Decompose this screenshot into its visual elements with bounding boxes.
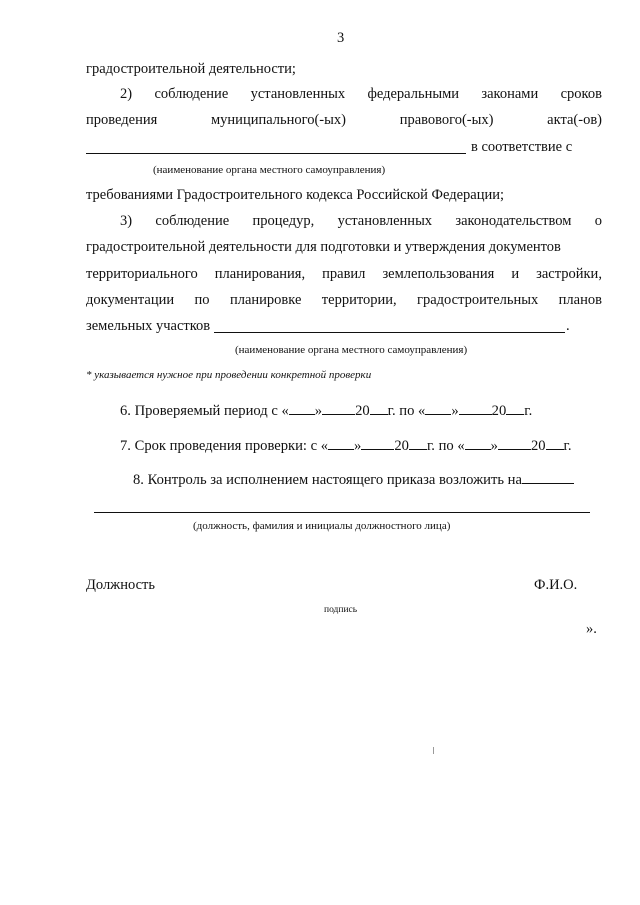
item3-word: о xyxy=(594,213,602,229)
text-fragment: 20 xyxy=(530,438,546,454)
item3-number: 3) xyxy=(120,213,133,229)
item2-line1 xyxy=(120,86,602,103)
text-fragment: г. xyxy=(563,438,572,454)
text-fragment: г. по « xyxy=(426,438,465,454)
item2-word: установленных xyxy=(250,86,346,102)
text-fragment: 7. Срок проведения проверки: с « xyxy=(120,438,329,454)
paragraph-line: градостроительной деятельности; xyxy=(86,61,296,77)
item2-word: правового(-ых) xyxy=(399,112,494,128)
item3-word: соблюдение xyxy=(155,213,230,229)
item3-word: планирования, xyxy=(214,266,306,282)
item7-line xyxy=(120,436,572,455)
caption: (наименование органа местного самоуправления) xyxy=(153,164,386,176)
item3-word: законодательством xyxy=(455,213,572,229)
blank-field xyxy=(498,436,531,450)
line-end-period: . xyxy=(566,318,570,334)
item2-word: соблюдение xyxy=(154,86,229,102)
text-fragment: г. по « xyxy=(387,403,426,419)
paragraph-line: земельных участков xyxy=(86,318,211,334)
item3-word: по xyxy=(194,292,210,308)
item3-word: градостроительных xyxy=(417,292,539,308)
text-fragment: » xyxy=(314,403,323,419)
text-fragment: » xyxy=(354,438,362,454)
item3-word: территории, xyxy=(321,292,397,308)
footnote: * указывается нужное при проведении конкретной проверки xyxy=(86,369,372,381)
item2-word: федеральными xyxy=(367,86,460,102)
item3-word: землепользования xyxy=(382,266,495,282)
blank-field xyxy=(328,436,354,450)
item2-word: законами xyxy=(481,86,539,102)
page-number: 3 xyxy=(337,30,345,46)
closing-quote: ». xyxy=(586,621,597,637)
blank-field xyxy=(459,401,492,415)
text-fragment: 20 xyxy=(355,403,370,419)
text-fragment: » xyxy=(451,403,459,419)
item3-line3 xyxy=(86,266,602,283)
text-fragment: 8. Контроль за исполнением настоящего приказа возложить на xyxy=(133,472,522,488)
text-fragment: 6. Проверяемый период с « xyxy=(120,403,289,419)
text-fragment: г. xyxy=(524,403,533,419)
paragraph-line: градостроительной деятельности для подготовки и утверждения документов xyxy=(86,239,561,255)
blank-field xyxy=(361,436,394,450)
text-fragment: » xyxy=(490,438,498,454)
item3-word: застройки, xyxy=(536,266,602,282)
item3-word: документации xyxy=(86,292,175,308)
item3-word: процедур, xyxy=(252,213,315,229)
item8-line xyxy=(133,470,574,489)
blank-field xyxy=(322,401,355,415)
item2-line2 xyxy=(86,112,602,129)
item3-word: и xyxy=(511,266,520,282)
blank-field xyxy=(370,401,388,415)
item3-word: установленных xyxy=(337,213,433,229)
text-fragment: 20 xyxy=(394,438,409,454)
signature-caption: подпись xyxy=(324,605,358,615)
position-label: Должность xyxy=(86,577,155,593)
blank-field xyxy=(409,436,427,450)
blank-line xyxy=(94,512,590,513)
blank-field xyxy=(506,401,524,415)
paragraph-line: требованиями Градостроительного кодекса Российской Федерации; xyxy=(86,187,505,203)
item2-word: проведения xyxy=(86,112,158,128)
blank-field xyxy=(289,401,315,415)
blank-field xyxy=(465,436,491,450)
scan-mark xyxy=(433,747,434,754)
item2-word: муниципального(-ых) xyxy=(211,112,346,128)
item2-word: акта(-ов) xyxy=(547,112,602,128)
item3-line1 xyxy=(120,213,602,230)
item6-line xyxy=(120,401,532,420)
text-fragment: 20 xyxy=(491,403,507,419)
item3-word: территориального xyxy=(86,266,198,282)
item2-word: сроков xyxy=(560,86,602,102)
blank-field xyxy=(522,470,574,484)
item2-number: 2) xyxy=(120,86,133,102)
caption: (должность, фамилия и инициалы должностного лица) xyxy=(193,520,451,532)
item3-word: правил xyxy=(322,266,366,282)
blank-line xyxy=(214,332,565,333)
name-label: Ф.И.О. xyxy=(534,577,578,593)
item3-word: планировке xyxy=(229,292,302,308)
blank-line xyxy=(86,153,466,154)
item2-tail: в соответствие с xyxy=(471,139,573,155)
blank-field xyxy=(546,436,564,450)
item3-line4 xyxy=(86,292,602,309)
caption: (наименование органа местного самоуправления) xyxy=(235,344,468,356)
blank-field xyxy=(425,401,451,415)
item3-word: планов xyxy=(558,292,602,308)
